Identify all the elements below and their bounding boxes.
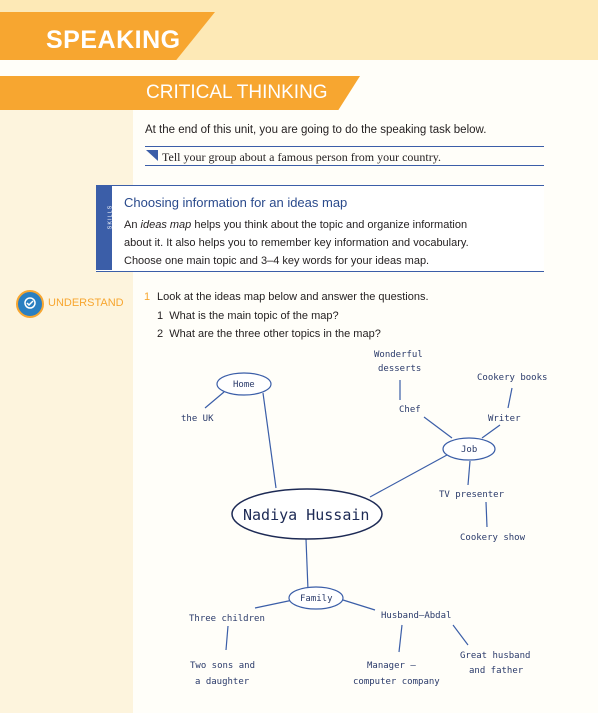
skills-line2: about it. It also helps you to remember key information and vocabulary. — [124, 237, 469, 249]
node-cookery-show: Cookery show — [460, 533, 526, 543]
node-two-sons-1: Two sons and — [190, 661, 256, 671]
link-home-uk — [205, 392, 224, 408]
speaking-task: Tell your group about a famous person from your country. — [162, 150, 441, 164]
link-center-family — [306, 539, 308, 590]
node-center: Nadiya Hussain — [243, 506, 370, 524]
node-family: Family — [300, 594, 333, 604]
link-children-sons — [226, 626, 228, 650]
node-tv-presenter: TV presenter — [439, 490, 505, 500]
question-1-number: 1 — [157, 310, 164, 322]
node-cookery-books: Cookery books — [477, 373, 548, 383]
subsection-title: CRITICAL THINKING — [146, 82, 328, 103]
node-manager-1: Manager – — [367, 661, 416, 671]
node-great-husband-1: Great husband — [460, 651, 531, 661]
skills-line3: Choose one main topic and 3–4 key words for your ideas map. — [124, 255, 430, 267]
link-husband-great — [453, 625, 468, 645]
skills-line1-post: helps you think about the topic and organize information — [191, 219, 468, 231]
skills-tab-label: SKILLS — [107, 204, 114, 230]
skills-line1-pre: An — [124, 219, 141, 231]
link-writer-books — [508, 388, 512, 408]
node-husband: Husband–Abdal — [381, 611, 452, 621]
link-family-children — [255, 600, 293, 608]
section-title: SPEAKING — [46, 26, 181, 54]
understand-label: UNDERSTAND — [48, 297, 124, 309]
skills-title: Choosing information for an ideas map — [124, 195, 348, 210]
intro-text: At the end of this unit, you are going to do the speaking task below. — [145, 124, 487, 136]
link-job-tv — [468, 461, 470, 485]
node-job: Job — [461, 445, 478, 455]
skills-line1-em: ideas map — [140, 219, 192, 231]
link-tv-show — [486, 502, 487, 527]
node-chef: Chef — [399, 405, 421, 415]
link-center-job — [370, 455, 447, 497]
node-two-sons-2: a daughter — [195, 677, 250, 687]
exercise-instruction: Look at the ideas map below and answer the questions. — [157, 291, 429, 303]
question-2-number: 2 — [157, 328, 164, 340]
node-great-husband-2: and father — [469, 666, 524, 676]
question-1-text: What is the main topic of the map? — [169, 310, 339, 322]
node-wonderful-2: desserts — [378, 364, 422, 374]
node-writer: Writer — [488, 414, 521, 424]
node-wonderful-1: Wonderful — [374, 350, 423, 360]
link-family-husband — [343, 600, 375, 610]
node-manager-2: computer company — [353, 677, 440, 687]
node-the-uk: the UK — [181, 414, 214, 424]
link-husband-manager — [399, 625, 402, 652]
link-home-center — [263, 393, 276, 488]
question-2-text: What are the three other topics in the map? — [169, 328, 381, 340]
node-home: Home — [233, 380, 255, 390]
link-job-chef — [424, 417, 452, 438]
link-job-writer — [482, 425, 500, 438]
exercise-number: 1 — [144, 291, 151, 303]
node-three-children: Three children — [189, 614, 265, 624]
